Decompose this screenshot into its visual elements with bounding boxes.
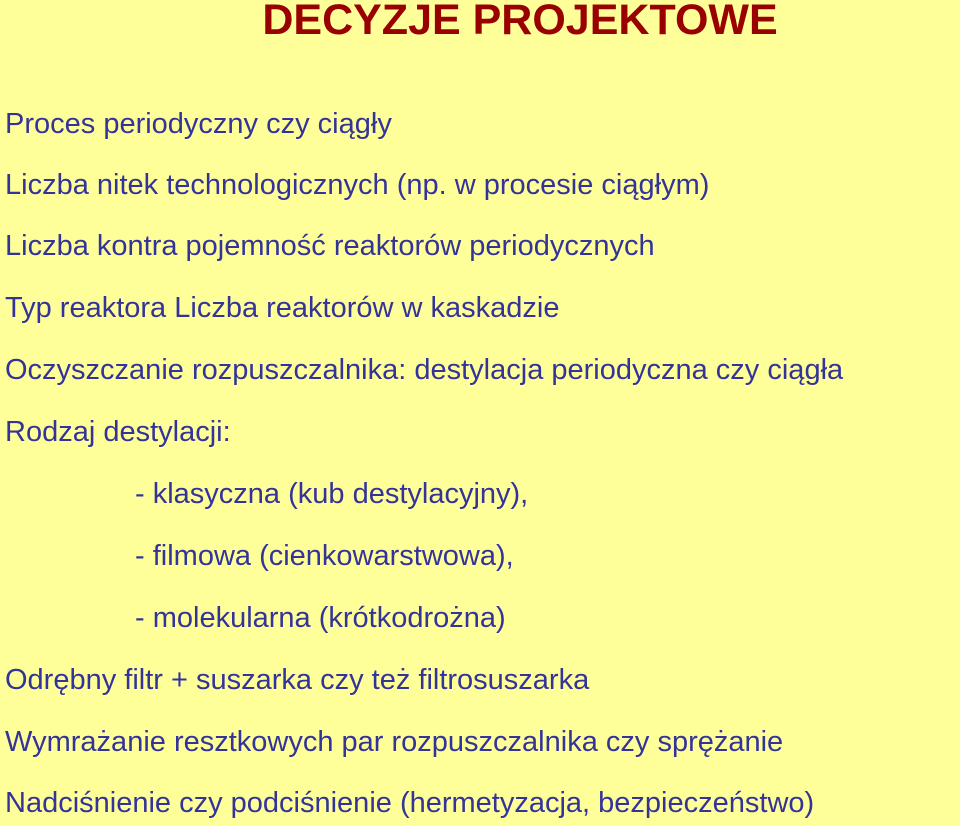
text-line-rodzaj-destylacji: Rodzaj destylacji: <box>5 416 231 448</box>
text-line-molekularna: - molekularna (krótkodrożna) <box>135 602 506 634</box>
text-line-typ-reaktora: Typ reaktora Liczba reaktorów w kaskadzie <box>5 292 560 324</box>
text-line-wymrazanie: Wymrażanie resztkowych par rozpuszczalnika czy sprężanie <box>5 726 784 758</box>
text-line-klasyczna: - klasyczna (kub destylacyjny), <box>135 478 529 510</box>
text-line-pojemnosc: Liczba kontra pojemność reaktorów periodycznych <box>5 230 655 262</box>
text-line-nitki: Liczba nitek technologicznych (np. w procesie ciągłym) <box>5 169 710 201</box>
text-line-proces: Proces periodyczny czy ciągły <box>5 108 392 140</box>
slide-title: DECYZJE PROJEKTOWE <box>262 0 778 44</box>
text-line-filtr: Odrębny filtr + suszarka czy też filtrosuszarka <box>5 664 590 696</box>
text-line-oczyszczanie: Oczyszczanie rozpuszczalnika: destylacja periodyczna czy ciągła <box>5 354 844 386</box>
text-line-nadcisnienie: Nadciśnienie czy podciśnienie (hermetyzacja, bezpieczeństwo) <box>5 787 815 819</box>
text-line-filmowa: - filmowa (cienkowarstwowa), <box>135 540 514 572</box>
